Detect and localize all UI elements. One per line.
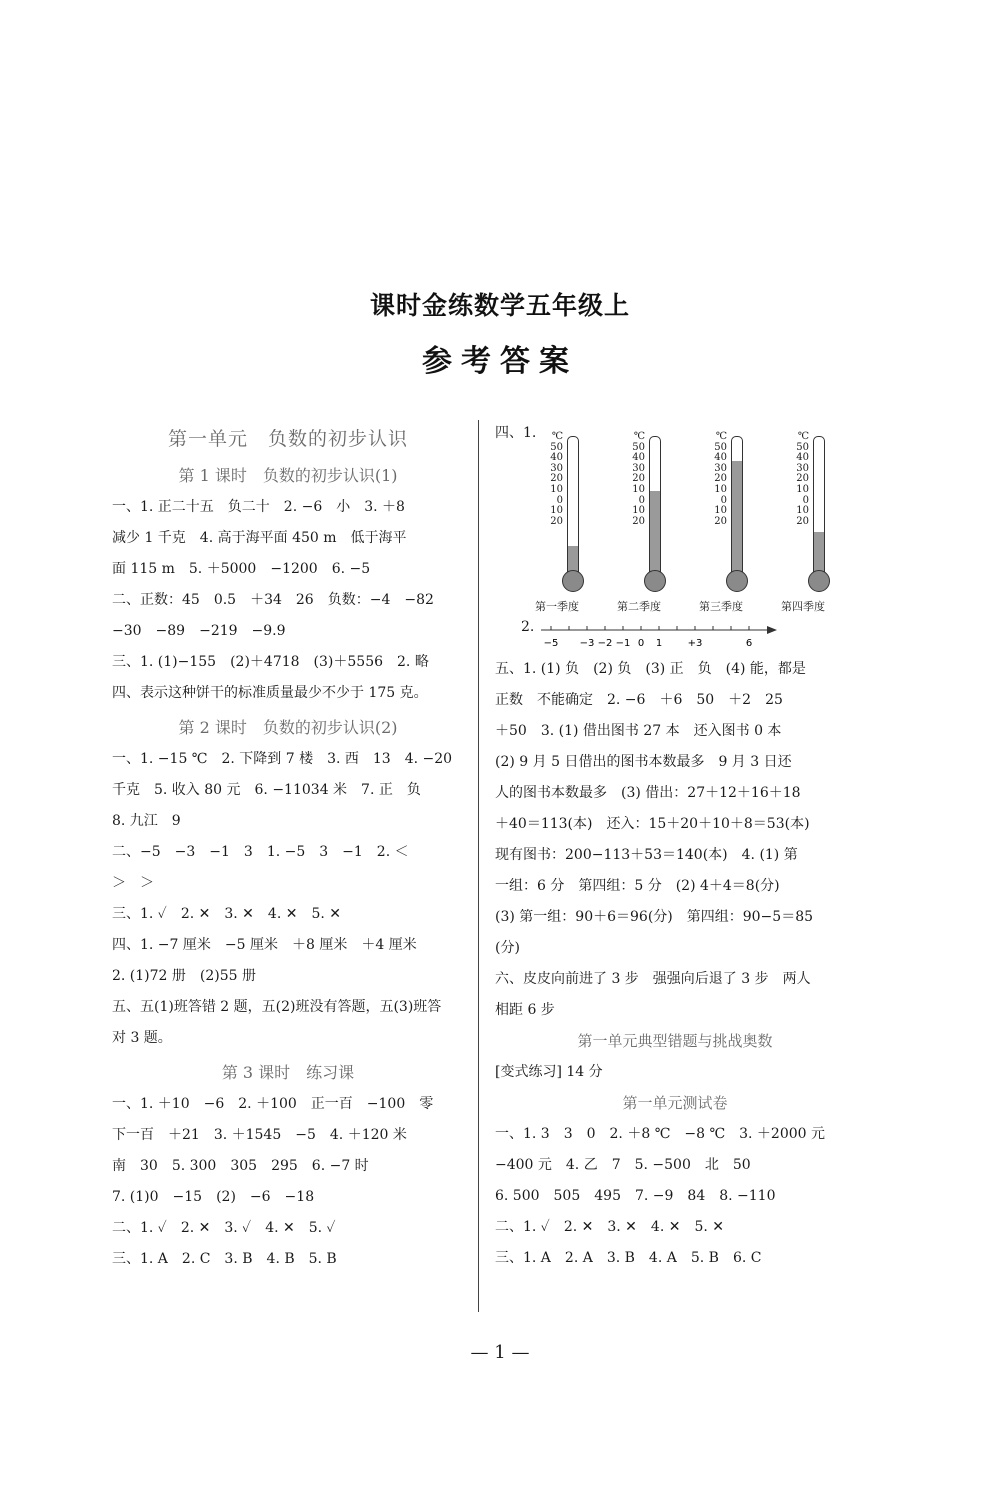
thermometer-fill — [568, 546, 578, 573]
thermometer-figure — [495, 424, 855, 614]
variant-practice: [变式练习] 14 分 — [495, 1064, 603, 1080]
thermometer-scale: ℃ 50 40 30 20 10 0 10 20 — [632, 431, 645, 527]
thermometer-bulb — [644, 570, 666, 592]
answer-title: 参考答案 — [422, 344, 578, 379]
answer-line: 一、1. 3 3 0 2. ＋8 ℃ −8 ℃ 3. ＋2000 元 — [495, 1126, 825, 1142]
left-column — [112, 418, 464, 1275]
answer-line: 相距 6 步 — [495, 1002, 555, 1018]
tick-label: −2 — [597, 638, 613, 649]
answer-line: 五、1. (1) 负 (2) 负 (3) 正 负 (4) 能，都是 — [495, 661, 806, 677]
answer-line: 2. (1)72 册 (2)55 册 — [112, 968, 256, 984]
thermometer-fill — [732, 461, 742, 573]
answer-line: ＞ ＞ — [112, 875, 154, 891]
thermometer-bulb — [808, 570, 830, 592]
answer-line: 一、1. 正二十五 负二十 2. −6 小 3. ＋8 — [112, 499, 405, 515]
answer-line: 8. 九江 9 — [112, 813, 181, 829]
answer-line: (2) 9 月 5 日借出的图书本数最多 9 月 3 日还 — [495, 754, 792, 770]
answer-line: 7. (1)0 −15 (2) −6 −18 — [112, 1189, 315, 1205]
number-line-figure — [495, 614, 855, 654]
thermometer-caption: 第四季度 — [781, 600, 825, 613]
answer-line: 四、表示这种饼干的标准质量最少不少于 175 克。 — [112, 685, 428, 701]
thermometer-bulb — [562, 570, 584, 592]
answer-line: 二、1. ✓ 2. ✕ 3. ✓ 4. ✕ 5. ✓ — [112, 1220, 336, 1236]
lesson-title-3: 第 3 课时 练习课 — [221, 1063, 355, 1082]
thermometer-caption: 第二季度 — [617, 600, 661, 613]
answer-line: ＋40＝113(本) 还入：15＋20＋10＋8＝53(本) — [495, 816, 810, 832]
tick-label: +3 — [687, 638, 703, 649]
answer-line: 南 30 5. 300 305 295 6. −7 时 — [112, 1158, 369, 1174]
tick-label: −5 — [543, 638, 559, 649]
lesson-title-2: 第 2 课时 负数的初步认识(2) — [178, 718, 398, 737]
tick-label: 6 — [745, 638, 753, 649]
tick-label: −1 — [615, 638, 631, 649]
answer-line: 6. 500 505 495 7. −9 84 8. −110 — [495, 1188, 776, 1204]
thermometer — [699, 432, 769, 612]
book-title: 课时金练数学五年级上 — [369, 291, 630, 320]
page-number: — 1 — — [470, 1342, 530, 1363]
answer-line: 二、−5 −3 −1 3 1. −5 3 −1 2. ＜ — [112, 844, 409, 860]
section-5-6 — [495, 654, 855, 1026]
thermometer-fill — [814, 532, 824, 573]
answer-line: −30 −89 −219 −9.9 — [112, 623, 286, 639]
answer-line: (3) 第一组：90＋6＝96(分) 第四组：90−5＝85 — [495, 909, 814, 925]
question-label: 四、1. — [495, 425, 537, 441]
thermometer — [535, 432, 605, 612]
thermometer — [617, 432, 687, 612]
thermometer-tube — [813, 436, 825, 574]
thermometer-scale: ℃ 50 40 30 20 10 0 10 20 — [796, 431, 809, 527]
answer-line: 四、1. −7 厘米 −5 厘米 ＋8 厘米 ＋4 厘米 — [112, 937, 417, 953]
tick-label: 1 — [655, 638, 663, 649]
answer-line: −400 元 4. 乙 7 5. −500 北 50 — [495, 1157, 751, 1173]
answer-line: 三、1. (1)−155 (2)＋4718 (3)＋5556 2. 略 — [112, 654, 429, 670]
answer-line: 一、1. ＋10 −6 2. ＋100 正一百 −100 零 — [112, 1096, 434, 1112]
answer-line: 下一百 ＋21 3. ＋1545 −5 4. ＋120 米 — [112, 1127, 407, 1143]
unit-test-title: 第一单元测试卷 — [622, 1094, 728, 1112]
answer-line: 三、1. ✓ 2. ✕ 3. ✕ 4. ✕ 5. ✕ — [112, 906, 341, 922]
answer-line: 三、1. A 2. A 3. B 4. A 5. B 6. C — [495, 1250, 762, 1266]
answer-line: 人的图书本数最多 (3) 借出：27＋12＋16＋18 — [495, 785, 801, 801]
answer-line: 一、1. −15 ℃ 2. 下降到 7 楼 3. 西 13 4. −20 — [112, 751, 453, 767]
thermometer-scale: ℃ 50 40 30 20 10 0 10 20 — [714, 431, 727, 527]
tick-label: −3 — [579, 638, 595, 649]
lesson-2-answers — [112, 744, 464, 1054]
answer-line: 六、皮皮向前进了 3 步 强强向后退了 3 步 两人 — [495, 971, 811, 987]
thermometer-tube — [567, 436, 579, 574]
answer-line: 一组：6 分 第四组：5 分 (2) 4＋4＝8(分) — [495, 878, 780, 894]
answer-line: 现有图书：200−113＋53＝140(本) 4. (1) 第 — [495, 847, 798, 863]
answer-line: 二、正数：45 0.5 ＋34 26 负数：−4 −82 — [112, 592, 434, 608]
typical-errors-title: 第一单元典型错题与挑战奥数 — [577, 1032, 773, 1050]
thermometer-caption: 第三季度 — [699, 600, 743, 613]
thermometer — [781, 432, 851, 612]
answer-line: ＋50 3. (1) 借出图书 27 本 还入图书 0 本 — [495, 723, 782, 739]
unit-title: 第一单元 负数的初步认识 — [167, 428, 408, 450]
question-label: 2. — [521, 619, 535, 635]
answer-line: 五、五(1)班答错 2 题，五(2)班没有答题，五(3)班答 — [112, 999, 442, 1015]
lesson-1-answers — [112, 492, 464, 709]
thermometer-bulb — [726, 570, 748, 592]
thermometer-tube — [649, 436, 661, 574]
unit-test-answers — [495, 1119, 855, 1274]
answer-line: 二、1. ✓ 2. ✕ 3. ✕ 4. ✕ 5. ✕ — [495, 1219, 724, 1235]
number-line — [541, 614, 781, 654]
arrow-icon — [767, 626, 777, 634]
column-divider — [478, 420, 479, 1312]
answer-line: 千克 5. 收入 80 元 6. −11034 米 7. 正 负 — [112, 782, 421, 798]
thermometer-caption: 第一季度 — [535, 600, 579, 613]
lesson-3-answers — [112, 1089, 464, 1275]
thermometer-tube — [731, 436, 743, 574]
lesson-title-1: 第 1 课时 负数的初步认识(1) — [178, 466, 398, 485]
answer-line: (分) — [495, 940, 520, 956]
answer-line: 对 3 题。 — [112, 1030, 172, 1046]
answer-line: 正数 不能确定 2. −6 ＋6 50 ＋2 25 — [495, 692, 783, 708]
answer-line: 减少 1 千克 4. 高于海平面 450 m 低于海平 — [112, 530, 407, 546]
thermometer-fill — [650, 491, 660, 573]
answer-line: 三、1. A 2. C 3. B 4. B 5. B — [112, 1251, 337, 1267]
tick-label: 0 — [637, 638, 645, 649]
right-column — [495, 424, 855, 1274]
thermometer-scale: ℃ 50 40 30 20 10 0 10 20 — [550, 431, 563, 527]
answer-line: 面 115 m 5. ＋5000 −1200 6. −5 — [112, 561, 371, 577]
